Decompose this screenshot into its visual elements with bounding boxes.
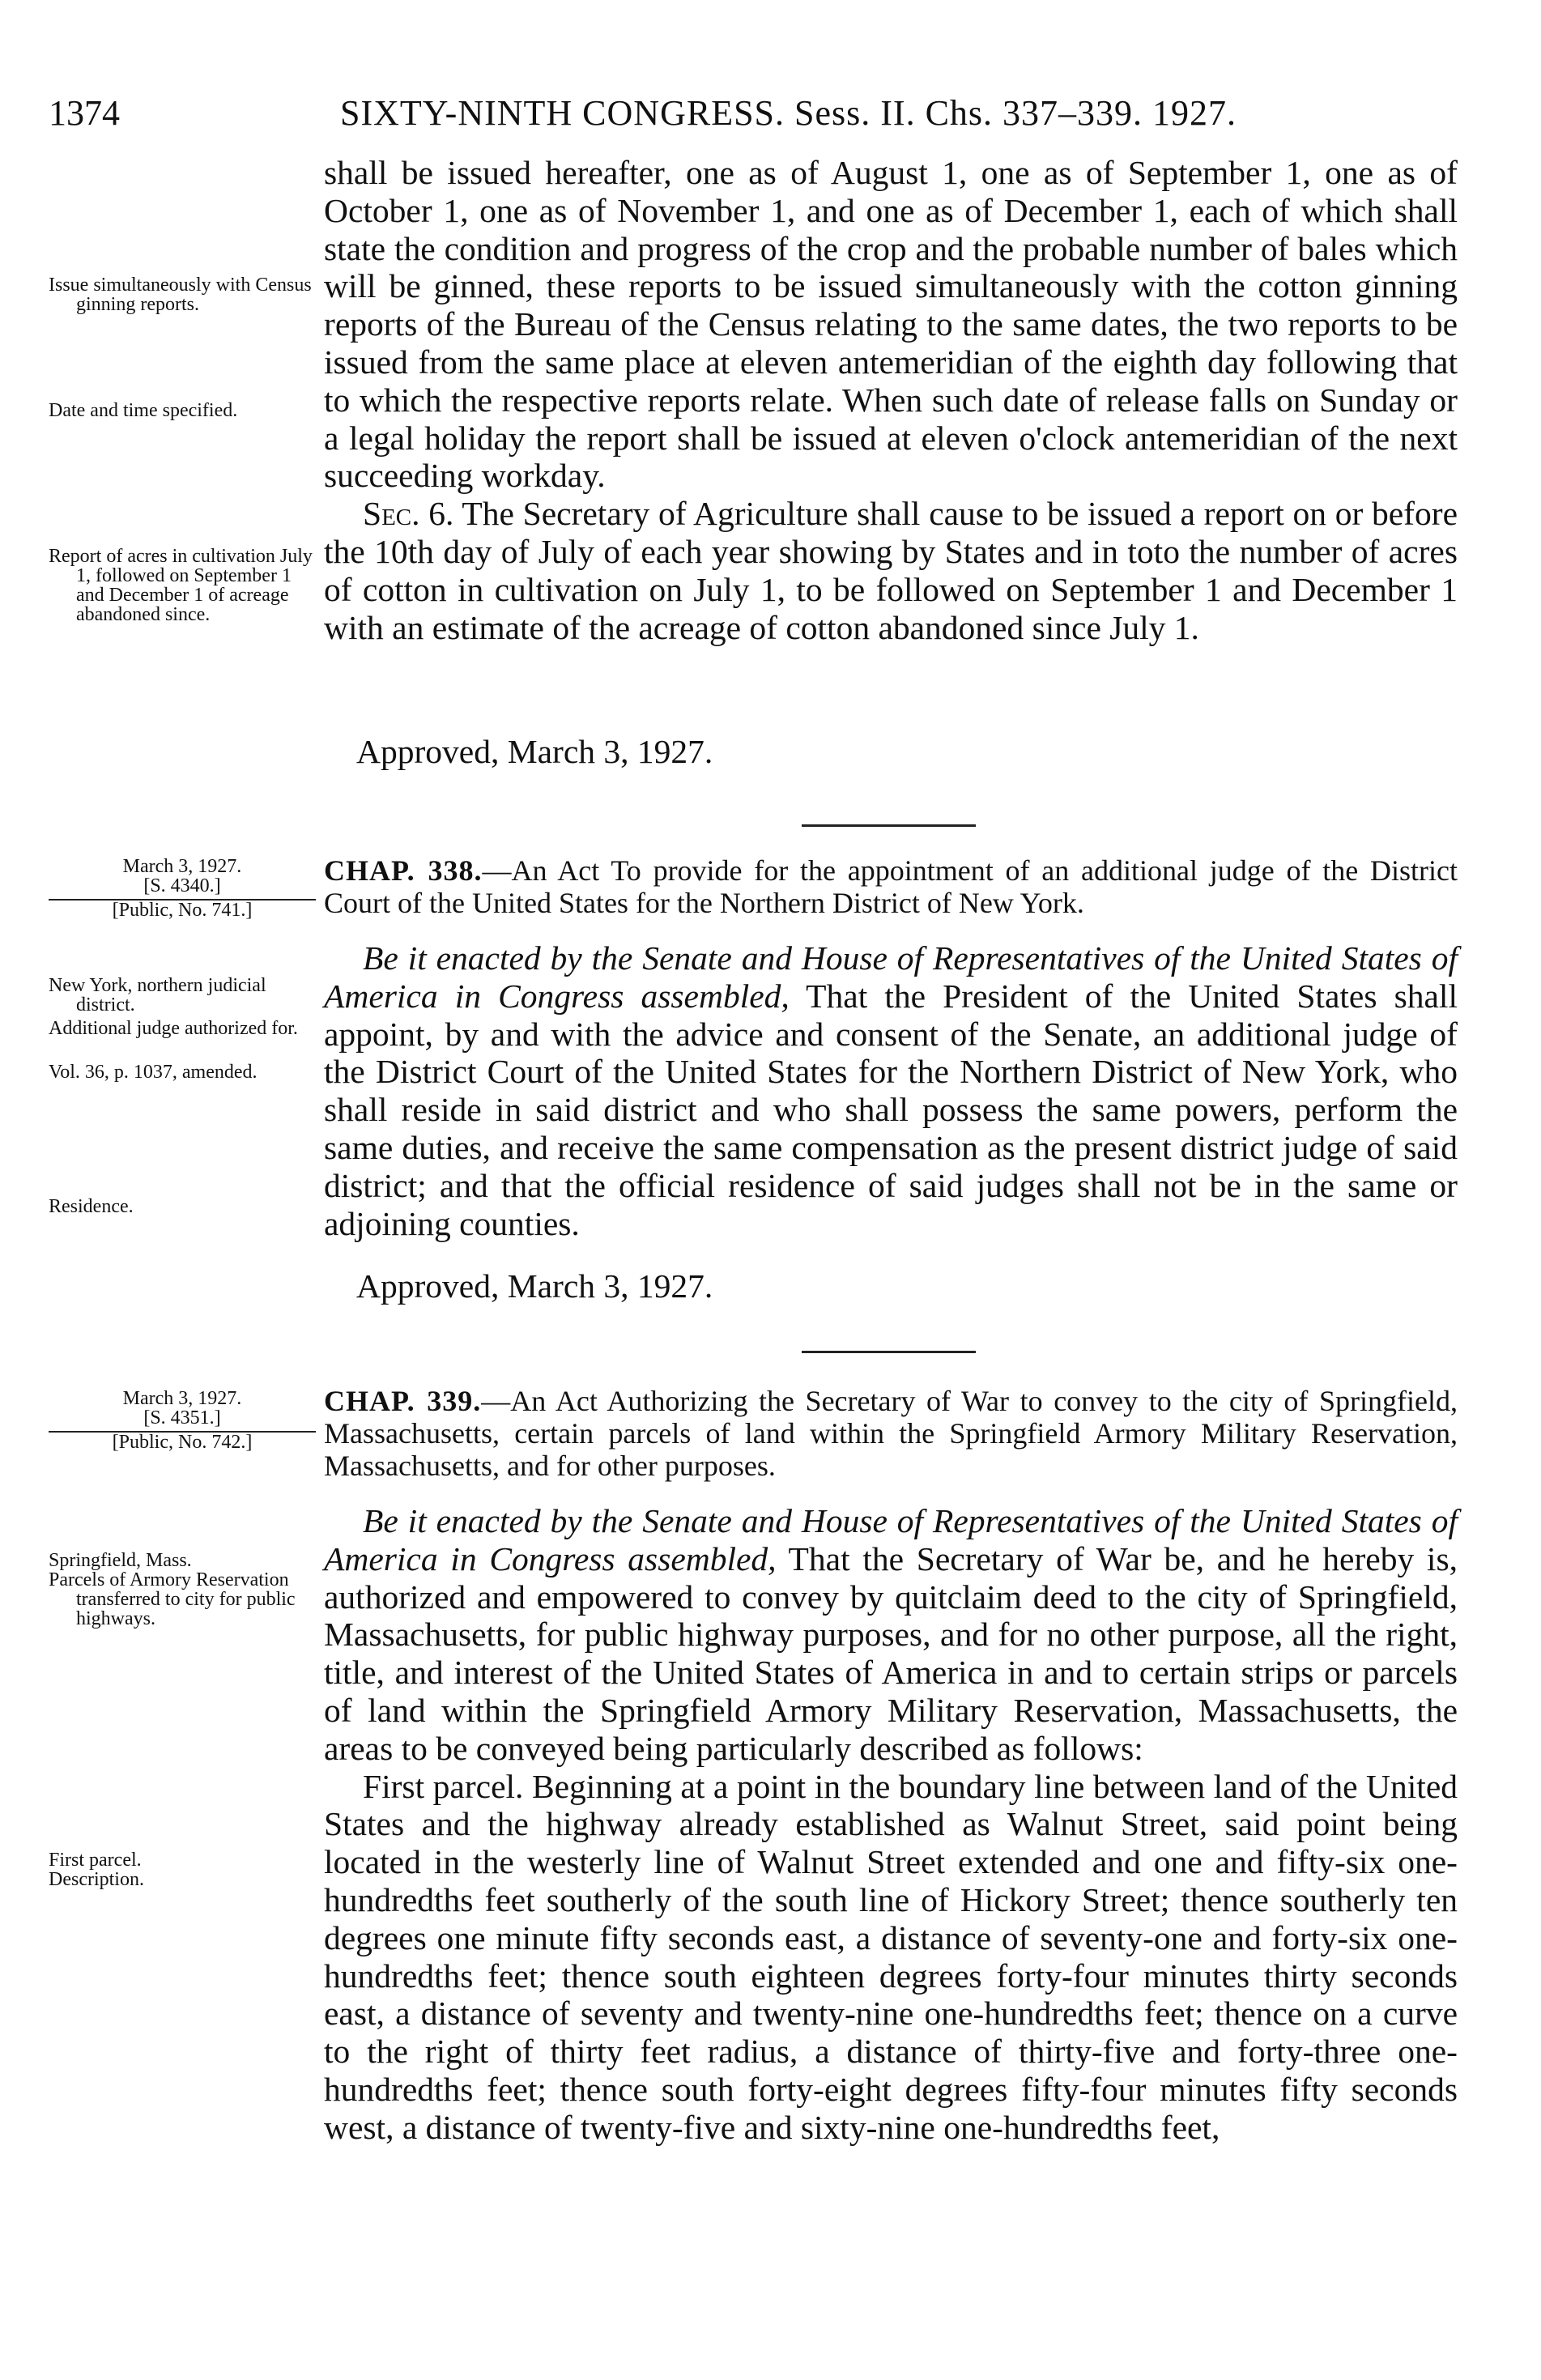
approved-line-1: Approved, March 3, 1927. bbox=[356, 733, 713, 770]
page-header bbox=[49, 89, 1458, 138]
running-head: SIXTY-NINTH CONGRESS. Sess. II. Chs. 337–339. 1927. bbox=[340, 93, 1237, 133]
margin-note-report: Report of acres in cultivation July 1, followed on September 1 and December 1 of acreage abandoned since. bbox=[49, 546, 313, 625]
margin-note-vol: Vol. 36, p. 1037, amended. bbox=[49, 1062, 258, 1083]
chap338-text: That the President of the United States shall appoint, by and with the advice and consent of the Senate, an additional judge of the District Court of the United States for the Northern District of New York, who shall reside in said district and who shall possess the same powers, perform the same duties, and receive the same compensation as the present district judge of said district; and that the official residence of said judges shall not be in the same or adjoining counties. bbox=[324, 977, 1458, 1242]
margin-note-residence: Residence. bbox=[49, 1196, 134, 1217]
page-number: 1374 bbox=[49, 93, 120, 133]
margin-note-additional-judge: Additional judge authorized for. bbox=[49, 1018, 298, 1039]
continuation-paragraph: shall be issued hereafter, one as of August 1, one as of September 1, one as of October 1, one as of November 1, and one as of December 1, each of which shall state the condition and progress of the crop and the probable number of bales which will be ginned, these reports to be issued simultaneously with the cotton ginning reports of the Bureau of the Census relating to the same dates, the two reports to be issued from the same place at eleven antemeridian of the eighth day following that to which the respective reports relate. When such date of release falls on Sunday or a legal holiday the report shall be issued at eleven o'clock antemeridian of the next succeeding workday. bbox=[324, 154, 1458, 495]
sec6-label: Sec. 6. bbox=[363, 495, 454, 533]
chap338-heading: CHAP. 338.—An Act To provide for the appointment of an additional judge of the District Court of the United States for the Northern District of New York. bbox=[324, 854, 1458, 919]
sec6-paragraph bbox=[324, 495, 1458, 646]
divider-rule bbox=[802, 824, 976, 827]
chap339-text: That the Secretary of War be, and he hereby is, authorized and empowered to convey by quitclaim deed to the city of Springfield, Massachusetts, for public highway purposes, and for no other purpose, all the right, title, and interest of the United States of America in and to certain strips or parcels of land within the Springfield Armory Military Reservation, Massachusetts, the areas to be conveyed being particularly described as follows: bbox=[324, 1539, 1458, 1767]
chap338-body bbox=[324, 939, 1458, 1242]
approved-line-2: Approved, March 3, 1927. bbox=[356, 1267, 713, 1305]
chap339-sidenote: March 3, 1927. [S. 4351.] [Public, No. 742.] bbox=[49, 1389, 316, 1452]
section-continuation bbox=[324, 154, 1458, 646]
margin-note-date: Date and time specified. bbox=[49, 400, 238, 421]
chap339-heading: CHAP. 339.—An Act Authorizing the Secretary of War to convey to the city of Springfield, Massachusetts, certain parcels of land within the Springfield Armory Military Reservation, Massachusetts, and for other purposes. bbox=[324, 1385, 1458, 1482]
divider-rule bbox=[802, 1351, 976, 1353]
sec6-text: The Secretary of Agriculture shall cause to be issued a report on or before the 10th day of July of each year showing by States and in toto the number of acres of cotton in cultivation on July 1, to be followed on September 1 and December 1 with an estimate of the acreage of cotton abandoned since July 1. bbox=[324, 495, 1458, 646]
margin-note-springfield: Springfield, Mass. Parcels of Armory Reservation transferred to city for public highways. bbox=[49, 1550, 296, 1629]
margin-note-issue: Issue simultaneously with Census ginning reports. bbox=[49, 275, 312, 315]
margin-note-first-parcel: First parcel. Description. bbox=[49, 1850, 144, 1890]
first-parcel-paragraph: First parcel. Beginning at a point in the boundary line between land of the United States and the highway already established as Walnut Street, said point being located in the westerly line of Walnut Street extended and one and fifty-six one-hundredths feet southerly of the south line of Hickory Street; thence southerly ten degrees one minute fifty seconds east, a distance of seventy-one and forty-six one-hundredths feet; thence south eighteen degrees forty-four minutes thirty seconds east, a distance of seventy and twenty-nine one-hundredths feet; thence on a curve to the right of thirty feet radius, a distance of thirty-five and forty-three one-hundredths feet; thence south forty-eight degrees fifty-four minutes fifty seconds west, a distance of twenty-five and sixty-nine one-hundredths feet, bbox=[324, 1767, 1458, 2146]
margin-note-ny: New York, northern judicial district. bbox=[49, 975, 266, 1015]
chap339-enacting-clause: Be it enacted by the Senate and House of Representatives of the United States of America in Congress assembled, bbox=[324, 1502, 1458, 1577]
chap338-enacting-clause: Be it enacted by the Senate and House of Representatives of the United States of America in Congress assembled, bbox=[324, 939, 1458, 1015]
chap339-body bbox=[324, 1502, 1458, 2147]
chap338-sidenote: March 3, 1927. [S. 4340.] [Public, No. 741.] bbox=[49, 857, 316, 920]
